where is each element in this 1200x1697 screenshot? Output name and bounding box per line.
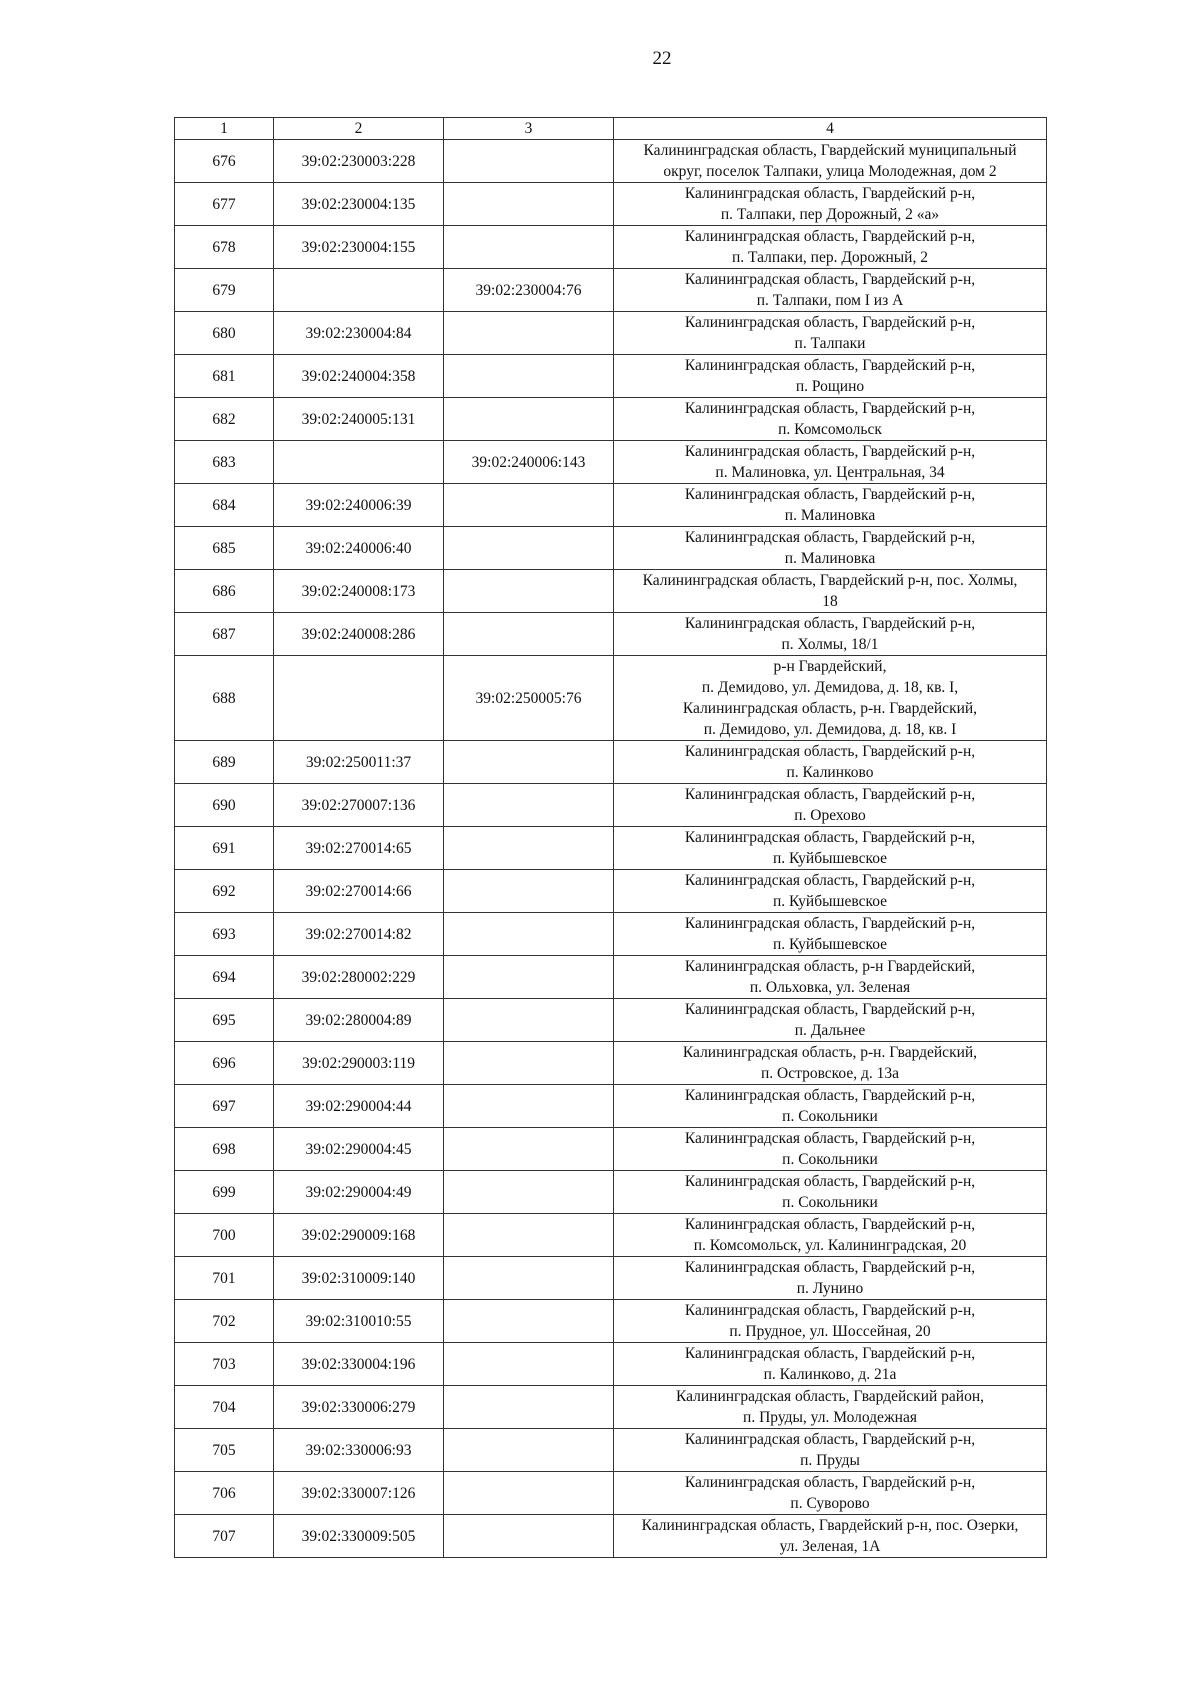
cadastral-number-alt-cell	[444, 784, 614, 827]
cadastral-number-alt-cell	[444, 1343, 614, 1386]
address-cell	[614, 1515, 1047, 1558]
address-cell	[614, 956, 1047, 999]
address-line: п. Рощино	[795, 378, 865, 395]
address-line: п. Талпаки	[794, 335, 866, 352]
row-number-cell: 680	[175, 312, 274, 355]
cadastral-number-cell: 39:02:240004:358	[274, 355, 444, 398]
address-line: ул. Зеленая, 1А	[779, 1538, 881, 1555]
address-cell	[614, 398, 1047, 441]
address-cell	[614, 1300, 1047, 1343]
cadastral-number-cell: 39:02:310009:140	[274, 1257, 444, 1300]
address-line: п. Дальнее	[794, 1022, 866, 1039]
table-row	[175, 1300, 1047, 1343]
address-line: Калининградская область, Гвардейский р-н,	[684, 314, 976, 331]
address-cell	[614, 784, 1047, 827]
address-line: п. Пруды, ул. Молодежная	[743, 1409, 917, 1426]
cadastral-number-alt-cell	[444, 183, 614, 226]
address-cell	[614, 1429, 1047, 1472]
address-line: п. Калинково	[786, 764, 874, 781]
table-row	[175, 1085, 1047, 1128]
address-line: Калининградская область, Гвардейский р-н,	[684, 1474, 976, 1491]
column-header: 2	[274, 118, 444, 140]
cadastral-number-alt-cell	[444, 1128, 614, 1171]
address-cell	[614, 1472, 1047, 1515]
address-line: Калининградская область, Гвардейский р-н,	[684, 1087, 976, 1104]
address-cell	[614, 1042, 1047, 1085]
cadastral-number-cell: 39:02:270014:82	[274, 913, 444, 956]
table-header-row	[175, 118, 1047, 140]
cadastral-number-cell: 39:02:250011:37	[274, 741, 444, 784]
table-row	[175, 956, 1047, 999]
table-row	[175, 1171, 1047, 1214]
row-number-cell: 691	[175, 827, 274, 870]
cadastral-number-cell: 39:02:230003:228	[274, 140, 444, 183]
address-cell	[614, 1257, 1047, 1300]
cadastral-number-alt-cell	[444, 312, 614, 355]
table-row	[175, 613, 1047, 656]
row-number-cell: 690	[175, 784, 274, 827]
cadastral-number-alt-cell	[444, 1214, 614, 1257]
address-line: п. Прудное, ул. Шоссейная, 20	[729, 1323, 931, 1340]
address-line: Калининградская область, Гвардейский район,	[675, 1388, 985, 1405]
address-line: Калининградская область, Гвардейский р-н,	[684, 1302, 976, 1319]
address-line: Калининградская область, Гвардейский р-н,	[684, 529, 976, 546]
row-number-cell: 679	[175, 269, 274, 312]
cadastral-number-cell: 39:02:240005:131	[274, 398, 444, 441]
row-number-cell: 697	[175, 1085, 274, 1128]
address-line: п. Талпаки, пер Дорожный, 2 «а»	[720, 206, 940, 223]
cadastral-number-alt-cell	[444, 613, 614, 656]
table-row	[175, 1128, 1047, 1171]
row-number-cell: 693	[175, 913, 274, 956]
address-line: Калининградская область, Гвардейский р-н,	[684, 185, 976, 202]
table-row	[175, 527, 1047, 570]
table-body	[175, 140, 1047, 1558]
cadastral-number-cell: 39:02:280002:229	[274, 956, 444, 999]
table-row	[175, 1472, 1047, 1515]
address-line: п. Островское, д. 13а	[760, 1065, 900, 1082]
address-line: п. Сокольники	[782, 1194, 878, 1211]
address-cell	[614, 870, 1047, 913]
address-line: 18	[822, 593, 838, 610]
row-number-cell: 705	[175, 1429, 274, 1472]
cadastral-number-alt-cell	[444, 870, 614, 913]
address-cell	[614, 1343, 1047, 1386]
address-line: Калининградская область, Гвардейский р-н,	[684, 743, 976, 760]
address-line: Калининградская область, Гвардейский р-н,	[684, 872, 976, 889]
address-cell	[614, 441, 1047, 484]
address-line: Калининградская область, Гвардейский р-н,	[684, 357, 976, 374]
address-cell	[614, 183, 1047, 226]
cadastral-number-cell: 39:02:290004:44	[274, 1085, 444, 1128]
cadastral-number-cell: 39:02:240006:40	[274, 527, 444, 570]
cadastral-number-cell: 39:02:230004:155	[274, 226, 444, 269]
address-cell	[614, 1171, 1047, 1214]
address-line: Калининградская область, Гвардейский муниципальный	[643, 142, 1017, 159]
cadastral-number-cell: 39:02:330006:279	[274, 1386, 444, 1429]
address-cell	[614, 140, 1047, 183]
address-cell	[614, 827, 1047, 870]
row-number-cell: 676	[175, 140, 274, 183]
table-row	[175, 913, 1047, 956]
address-line: п. Комсомольск, ул. Калининградская, 20	[693, 1237, 967, 1254]
address-line: Калининградская область, Гвардейский р-н,	[684, 1259, 976, 1276]
address-line: р-н Гвардейский,	[773, 658, 887, 675]
cadastral-number-cell: 39:02:230004:84	[274, 312, 444, 355]
row-number-cell: 684	[175, 484, 274, 527]
address-line: Калининградская область, Гвардейский р-н,	[684, 1216, 976, 1233]
address-line: Калининградская область, Гвардейский р-н,	[684, 1173, 976, 1190]
address-cell	[614, 1085, 1047, 1128]
table-row	[175, 269, 1047, 312]
address-line: п. Талпаки, пом I из А	[756, 292, 904, 309]
address-line: п. Орехово	[794, 807, 866, 824]
cadastral-number-cell: 39:02:270014:66	[274, 870, 444, 913]
cadastral-number-alt-cell	[444, 398, 614, 441]
cadastral-number-cell: 39:02:330004:196	[274, 1343, 444, 1386]
cadastral-number-alt-cell	[444, 226, 614, 269]
address-line: Калининградская область, Гвардейский р-н,	[684, 1431, 976, 1448]
table-row	[175, 441, 1047, 484]
address-cell	[614, 913, 1047, 956]
address-line: п. Талпаки, пер. Дорожный, 2	[732, 249, 928, 266]
address-line: Калининградская область, Гвардейский р-н,	[684, 1001, 976, 1018]
address-line: Калининградская область, Гвардейский р-н,	[684, 228, 976, 245]
address-line: Калининградская область, Гвардейский р-н,	[684, 486, 976, 503]
address-cell	[614, 1386, 1047, 1429]
row-number-cell: 677	[175, 183, 274, 226]
address-cell	[614, 1128, 1047, 1171]
cadastral-number-cell: 39:02:310010:55	[274, 1300, 444, 1343]
table-row	[175, 226, 1047, 269]
address-line: п. Лунино	[796, 1280, 864, 1297]
address-line: Калининградская область, р-н. Гвардейский,	[682, 1044, 978, 1061]
address-line: п. Демидово, ул. Демидова, д. 18, кв. I	[703, 721, 957, 738]
address-line: п. Малиновка	[784, 550, 876, 567]
table-row	[175, 570, 1047, 613]
cadastral-number-alt-cell	[444, 913, 614, 956]
address-line: Калининградская область, Гвардейский р-н,	[684, 615, 976, 632]
address-line: п. Калинково, д. 21а	[763, 1366, 897, 1383]
table-row	[175, 140, 1047, 183]
address-line: Калининградская область, р-н Гвардейский,	[684, 958, 976, 975]
address-line: Калининградская область, Гвардейский р-н,	[684, 400, 976, 417]
address-line: п. Сокольники	[782, 1108, 878, 1125]
cadastral-number-alt-cell	[444, 1042, 614, 1085]
row-number-cell: 695	[175, 999, 274, 1042]
address-line: п. Куйбышевское	[772, 936, 888, 953]
row-number-cell: 707	[175, 1515, 274, 1558]
address-line: п. Холмы, 18/1	[781, 636, 879, 653]
address-line: Калининградская область, Гвардейский р-н, пос. Холмы,	[642, 572, 1018, 589]
cadastral-number-alt-cell	[444, 1472, 614, 1515]
cadastral-number-cell: 39:02:290003:119	[274, 1042, 444, 1085]
row-number-cell: 700	[175, 1214, 274, 1257]
row-number-cell: 686	[175, 570, 274, 613]
cadastral-number-cell	[274, 656, 444, 741]
address-line: Калининградская область, Гвардейский р-н,	[684, 829, 976, 846]
cadastral-number-cell: 39:02:290009:168	[274, 1214, 444, 1257]
column-header: 4	[614, 118, 1047, 140]
address-line: п. Малиновка, ул. Центральная, 34	[715, 464, 945, 481]
row-number-cell: 682	[175, 398, 274, 441]
row-number-cell: 688	[175, 656, 274, 741]
address-cell	[614, 656, 1047, 741]
row-number-cell: 703	[175, 1343, 274, 1386]
address-line: Калининградская область, Гвардейский р-н,	[684, 271, 976, 288]
row-number-cell: 701	[175, 1257, 274, 1300]
address-line: п. Комсомольск	[778, 421, 882, 438]
cadastral-number-alt-cell: 39:02:230004:76	[444, 269, 614, 312]
cadastral-number-cell: 39:02:330006:93	[274, 1429, 444, 1472]
table-row	[175, 1042, 1047, 1085]
row-number-cell: 696	[175, 1042, 274, 1085]
cadastral-number-cell	[274, 269, 444, 312]
cadastral-number-cell: 39:02:270014:65	[274, 827, 444, 870]
cadastral-number-cell	[274, 441, 444, 484]
cadastral-number-alt-cell	[444, 527, 614, 570]
cadastral-number-alt-cell	[444, 1300, 614, 1343]
address-cell	[614, 226, 1047, 269]
cadastral-number-cell: 39:02:240008:286	[274, 613, 444, 656]
table-row	[175, 741, 1047, 784]
address-line: п. Сокольники	[782, 1151, 878, 1168]
cadastral-number-alt-cell: 39:02:250005:76	[444, 656, 614, 741]
row-number-cell: 704	[175, 1386, 274, 1429]
address-cell	[614, 570, 1047, 613]
cadastral-number-cell: 39:02:290004:45	[274, 1128, 444, 1171]
cadastral-number-alt-cell	[444, 1515, 614, 1558]
address-cell	[614, 484, 1047, 527]
address-cell	[614, 999, 1047, 1042]
registry-table	[174, 117, 1047, 1558]
row-number-cell: 702	[175, 1300, 274, 1343]
address-line: п. Демидово, ул. Демидова, д. 18, кв. I,	[701, 679, 959, 696]
address-line: п. Ольховка, ул. Зеленая	[749, 979, 911, 996]
row-number-cell: 706	[175, 1472, 274, 1515]
row-number-cell: 699	[175, 1171, 274, 1214]
cadastral-number-alt-cell	[444, 355, 614, 398]
address-cell	[614, 741, 1047, 784]
address-cell	[614, 312, 1047, 355]
cadastral-number-alt-cell	[444, 1429, 614, 1472]
address-cell	[614, 355, 1047, 398]
cadastral-number-cell: 39:02:330007:126	[274, 1472, 444, 1515]
table-row	[175, 1214, 1047, 1257]
cadastral-number-cell: 39:02:240008:173	[274, 570, 444, 613]
table-row	[175, 1429, 1047, 1472]
table-row	[175, 1515, 1047, 1558]
address-cell	[614, 527, 1047, 570]
address-line: п. Куйбышевское	[772, 893, 888, 910]
page-number: 22	[652, 48, 672, 69]
cadastral-number-cell: 39:02:230004:135	[274, 183, 444, 226]
cadastral-number-alt-cell	[444, 741, 614, 784]
address-cell	[614, 613, 1047, 656]
table-row	[175, 870, 1047, 913]
cadastral-number-alt-cell	[444, 999, 614, 1042]
table-row	[175, 355, 1047, 398]
table-row	[175, 827, 1047, 870]
cadastral-number-alt-cell	[444, 484, 614, 527]
address-line: п. Пруды	[800, 1452, 860, 1469]
cadastral-number-cell: 39:02:240006:39	[274, 484, 444, 527]
address-line: п. Суворово	[790, 1495, 870, 1512]
cadastral-number-alt-cell	[444, 140, 614, 183]
cadastral-number-alt-cell	[444, 1171, 614, 1214]
row-number-cell: 681	[175, 355, 274, 398]
cadastral-number-alt-cell	[444, 570, 614, 613]
address-line: п. Куйбышевское	[772, 850, 888, 867]
cadastral-number-alt-cell	[444, 1085, 614, 1128]
table-row	[175, 784, 1047, 827]
table-row	[175, 398, 1047, 441]
cadastral-number-alt-cell: 39:02:240006:143	[444, 441, 614, 484]
cadastral-number-alt-cell	[444, 1257, 614, 1300]
address-line: округ, поселок Талпаки, улица Молодежная, дом 2	[663, 163, 997, 180]
address-line: Калининградская область, Гвардейский р-н,	[684, 1130, 976, 1147]
cadastral-number-cell: 39:02:290004:49	[274, 1171, 444, 1214]
cadastral-number-cell: 39:02:330009:505	[274, 1515, 444, 1558]
column-header: 1	[175, 118, 274, 140]
address-line: Калининградская область, Гвардейский р-н,	[684, 786, 976, 803]
table-row	[175, 1386, 1047, 1429]
column-header: 3	[444, 118, 614, 140]
cadastral-number-alt-cell	[444, 956, 614, 999]
row-number-cell: 689	[175, 741, 274, 784]
row-number-cell: 692	[175, 870, 274, 913]
row-number-cell: 687	[175, 613, 274, 656]
address-line: Калининградская область, Гвардейский р-н,	[684, 443, 976, 460]
table-row	[175, 484, 1047, 527]
address-line: Калининградская область, Гвардейский р-н, пос. Озерки,	[641, 1517, 1019, 1534]
table-row	[175, 183, 1047, 226]
address-line: Калининградская область, Гвардейский р-н,	[684, 1345, 976, 1362]
table-row	[175, 1343, 1047, 1386]
cadastral-number-cell: 39:02:280004:89	[274, 999, 444, 1042]
table-row	[175, 999, 1047, 1042]
address-line: Калининградская область, Гвардейский р-н,	[684, 915, 976, 932]
cadastral-number-alt-cell	[444, 827, 614, 870]
cadastral-number-cell: 39:02:270007:136	[274, 784, 444, 827]
table-row	[175, 1257, 1047, 1300]
table-row	[175, 656, 1047, 741]
row-number-cell: 685	[175, 527, 274, 570]
table-row	[175, 312, 1047, 355]
row-number-cell: 678	[175, 226, 274, 269]
address-cell	[614, 269, 1047, 312]
cadastral-number-alt-cell	[444, 1386, 614, 1429]
address-cell	[614, 1214, 1047, 1257]
row-number-cell: 698	[175, 1128, 274, 1171]
row-number-cell: 694	[175, 956, 274, 999]
address-line: Калининградская область, р-н. Гвардейский,	[682, 700, 978, 717]
address-line: п. Малиновка	[784, 507, 876, 524]
row-number-cell: 683	[175, 441, 274, 484]
